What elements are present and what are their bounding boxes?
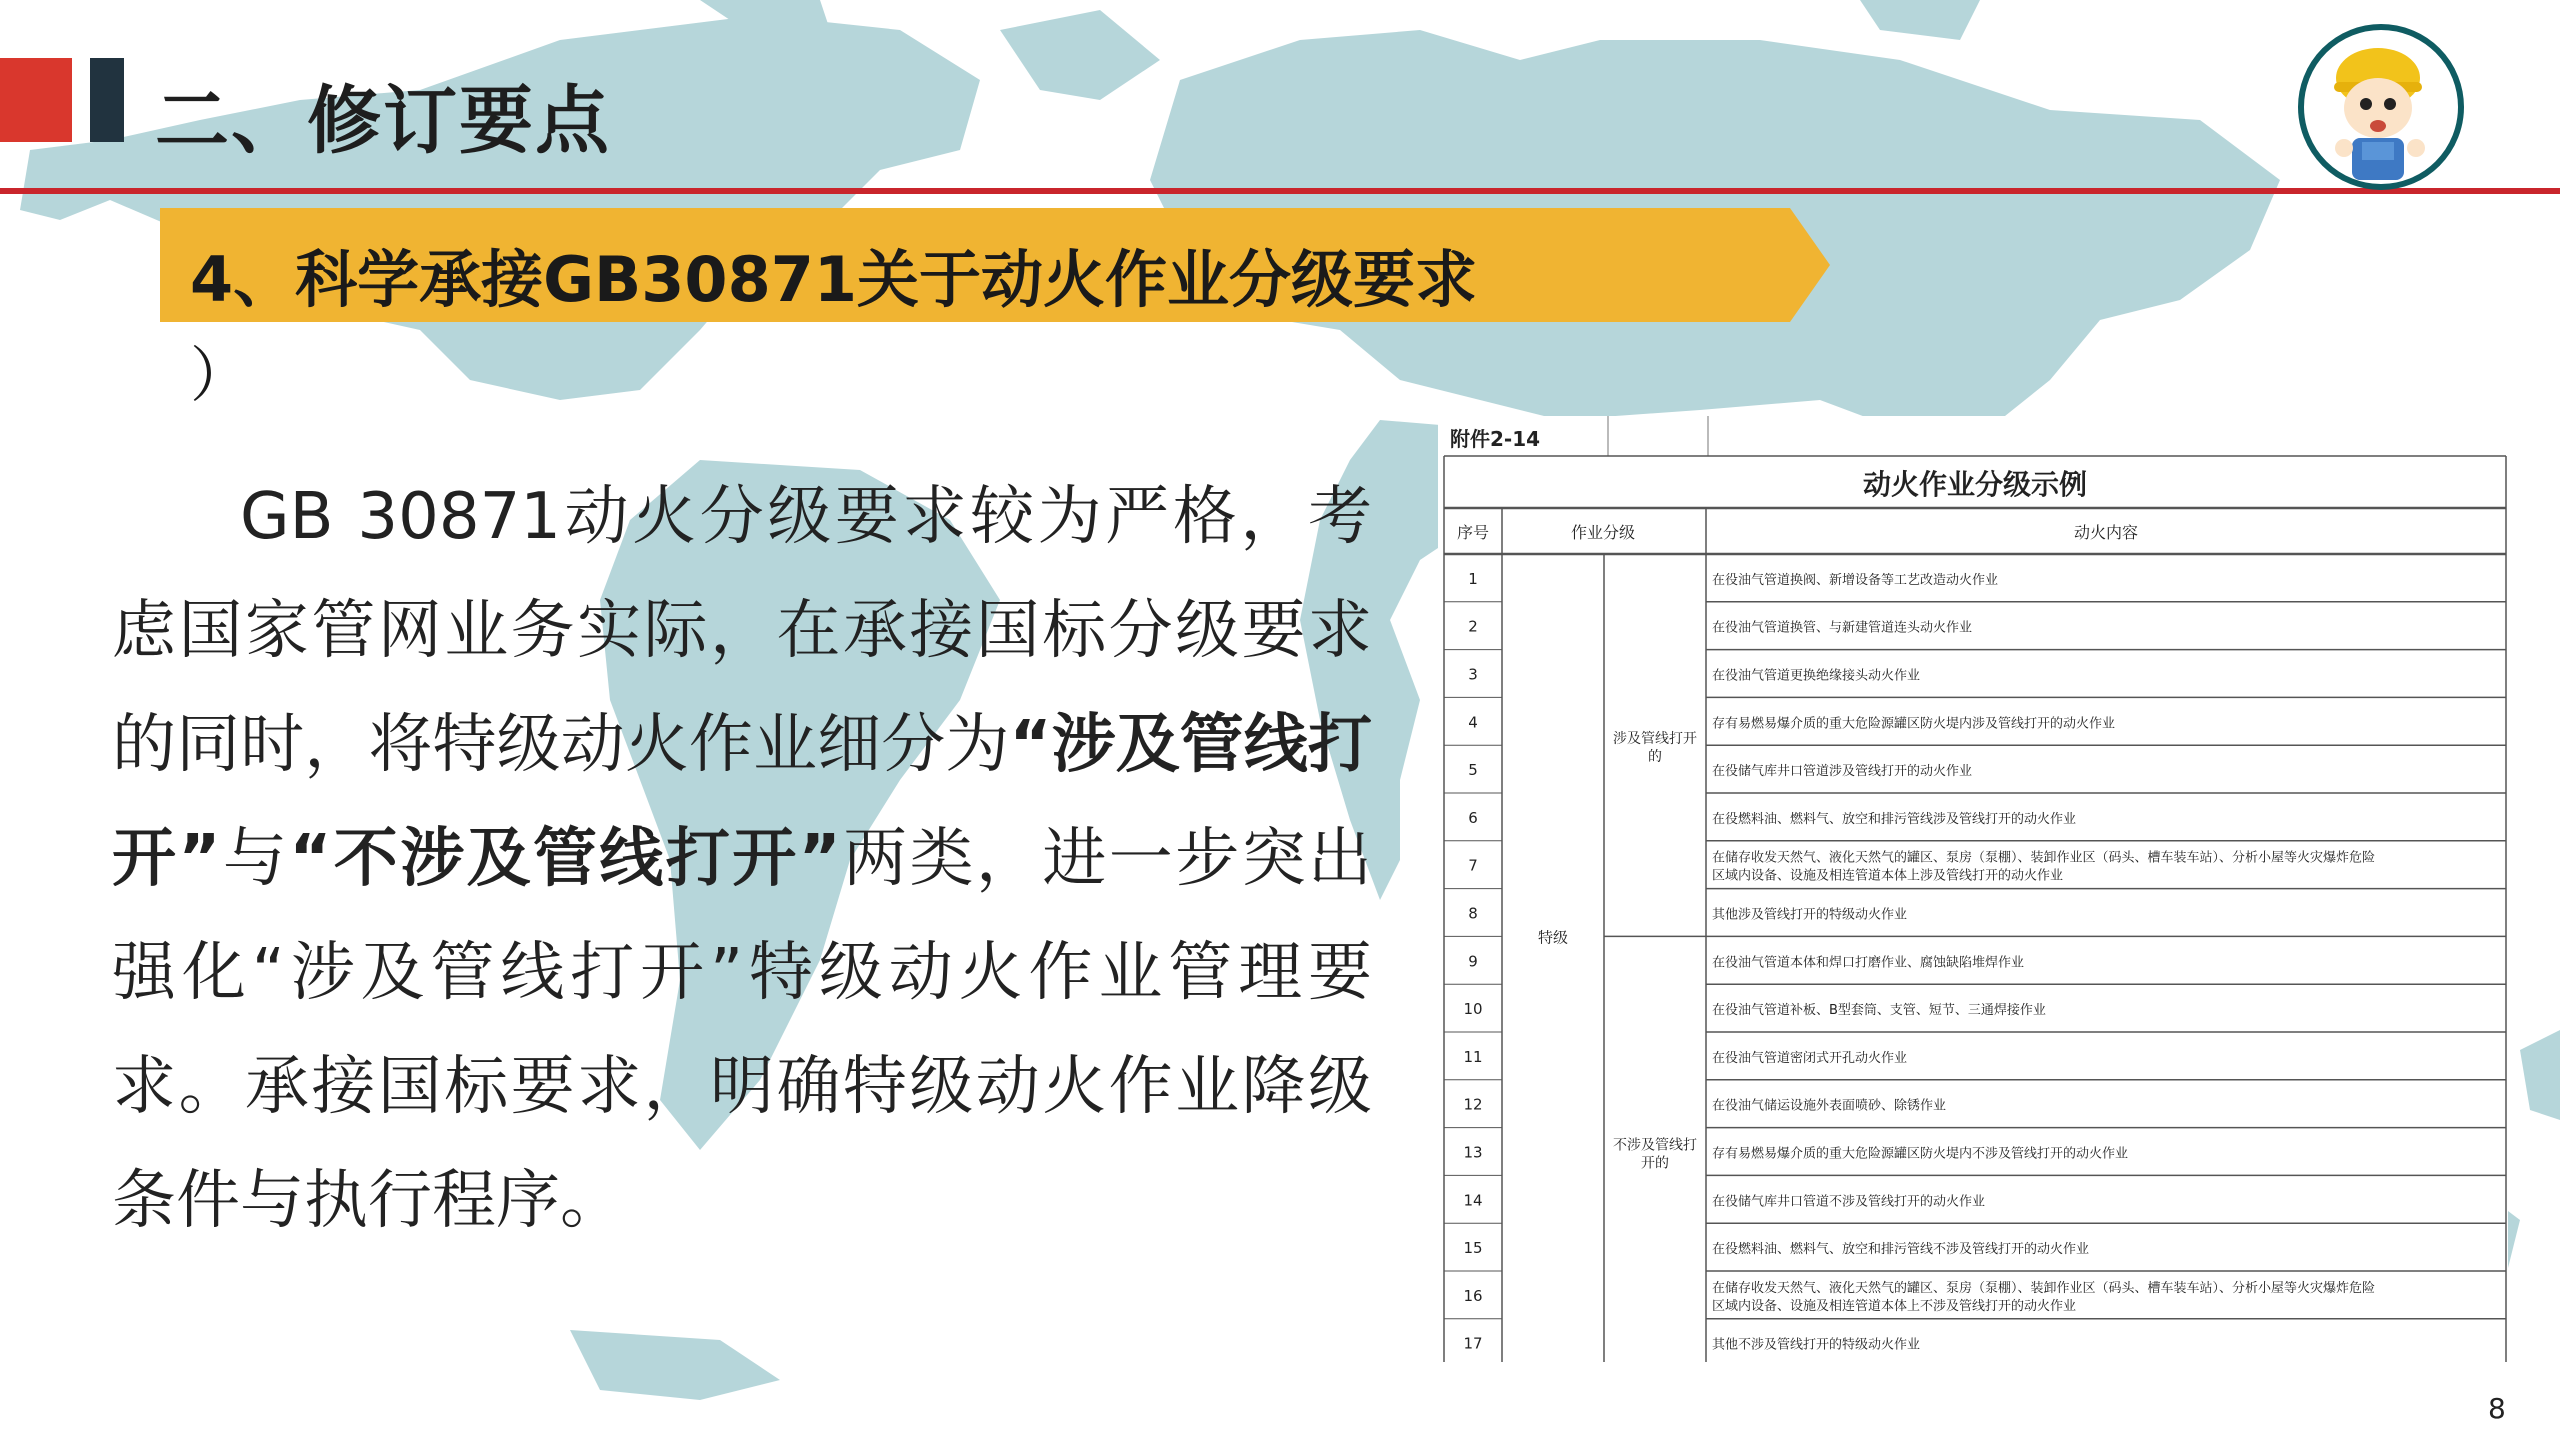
table-row-number: 9: [1468, 952, 1478, 971]
table-level-label: 特级: [1537, 928, 1569, 947]
table-row-number: 6: [1468, 808, 1478, 827]
page-number: 8: [2488, 1392, 2506, 1425]
body-text-part2: 与: [220, 822, 290, 896]
table-header-content: 动火内容: [2073, 523, 2139, 542]
mascot-illustration: [2304, 30, 2458, 184]
table-row-number: 1: [1468, 569, 1478, 588]
table-row-content: 存有易燃易爆介质的重大危险源罐区防火堤内不涉及管线打开的动火作业: [1712, 1146, 2129, 1162]
table-row-number: 15: [1463, 1239, 1483, 1258]
table-group2-label: 开的: [1641, 1155, 1669, 1172]
body-text-part3: 两类，进一步突出强化“涉及管线打开”特级动火作业管理要求。承接国标要求，明确特级动火作业降级条件与执行程序。: [112, 822, 1373, 1238]
table-row-number: 7: [1468, 856, 1478, 875]
table-group1-label: 涉及管线打开: [1613, 731, 1697, 748]
table-row-content: 在役燃料油、燃料气、放空和排污管线涉及管线打开的动火作业: [1712, 811, 2077, 827]
body-bold-2: “不涉及管线打开”: [289, 822, 841, 896]
table-row-content: 区域内设备、设施及相连管道本体上不涉及管线打开的动火作业: [1712, 1298, 2077, 1314]
header-accent-dark: [90, 58, 124, 142]
header-accent-red: [0, 58, 72, 142]
table-row-number: 4: [1468, 713, 1478, 732]
table-row-content: 在役油气管道换阀、新增设备等工艺改造动火作业: [1712, 572, 1999, 588]
table-row-number: 11: [1463, 1047, 1483, 1066]
table-row-number: 10: [1463, 1000, 1483, 1019]
table-group2-label: 不涉及管线打: [1613, 1137, 1697, 1154]
body-paragraph: [112, 460, 1372, 1258]
table-group1-label: 的: [1648, 749, 1662, 766]
section-heading: 4、科学承接GB30871关于动火作业分级要求: [190, 243, 1477, 316]
table-row-content: 区域内设备、设施及相连管道本体上涉及管线打开的动火作业: [1712, 868, 2064, 884]
table-header-no: 序号: [1456, 523, 1490, 542]
table-row-number: 3: [1468, 665, 1478, 684]
table-row-number: 14: [1463, 1191, 1483, 1210]
table-row-content: 在储存收发天然气、液化天然气的罐区、泵房（泵棚）、装卸作业区（码头、槽车装车站）、分析小屋等火灾爆炸危险: [1712, 850, 2376, 866]
table-row-content: 在役燃料油、燃料气、放空和排污管线不涉及管线打开的动火作业: [1712, 1242, 2090, 1258]
page-title: 二、修订要点: [155, 78, 611, 164]
table-row-number: 2: [1468, 617, 1478, 636]
table-attachment-label: 附件2-14: [1450, 427, 1541, 451]
header-divider: [0, 188, 2560, 194]
table-row-content: 在役油气管道补板、B型套筒、支管、短节、三通焊接作业: [1712, 1003, 2046, 1019]
table-title: 动火作业分级示例: [1862, 468, 2088, 501]
table-row-content: 在役油气管道更换绝缘接头动火作业: [1712, 668, 1921, 684]
table-row-number: 16: [1463, 1286, 1483, 1305]
table-row-content: 存有易燃易爆介质的重大危险源罐区防火堤内涉及管线打开的动火作业: [1712, 716, 2116, 732]
hot-work-classification-table: [1438, 416, 2508, 1362]
table-row-content: 在役油气管道换管、与新建管道连头动火作业: [1712, 620, 1973, 636]
table-row-number: 8: [1468, 904, 1478, 923]
table-row-number: 5: [1468, 761, 1478, 780]
table-row-content: 在役储气库井口管道涉及管线打开的动火作业: [1712, 764, 1973, 780]
table-row-content: 在役油气管道本体和焊口打磨作业、腐蚀缺陷堆焊作业: [1712, 955, 2025, 971]
table-row-content: 其他不涉及管线打开的特级动火作业: [1712, 1337, 1921, 1353]
table-row-content: 在役油气管道密闭式开孔动火作业: [1712, 1050, 1908, 1066]
body-bold-1: “涉及管线打开”: [112, 708, 1373, 896]
table-row-number: 13: [1463, 1143, 1483, 1162]
table-header-level: 作业分级: [1570, 523, 1636, 542]
worker-mascot-avatar: [2298, 24, 2464, 190]
body-text-part1: GB 30871动火分级要求较为严格，考虑国家管网业务实际，在承接国标分级要求的同时，将特级动火作业细分为: [112, 480, 1372, 782]
table-row-content: 在役储气库井口管道不涉及管线打开的动火作业: [1712, 1194, 1986, 1210]
table-graphic: [1438, 416, 2508, 1362]
table-row-number: 12: [1463, 1095, 1483, 1114]
table-row-content: 在役油气储运设施外表面喷砂、除锈作业: [1712, 1098, 1947, 1114]
table-row-content: 其他涉及管线打开的特级动火作业: [1712, 907, 1908, 923]
table-row-content: 在储存收发天然气、液化天然气的罐区、泵房（泵棚）、装卸作业区（码头、槽车装车站）、分析小屋等火灾爆炸危险: [1712, 1280, 2376, 1296]
section-heading-continuation: ）: [190, 341, 250, 411]
table-row-number: 17: [1463, 1334, 1483, 1353]
